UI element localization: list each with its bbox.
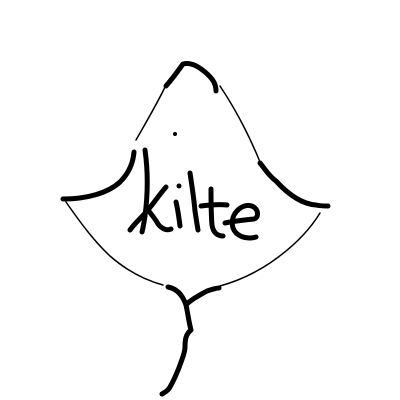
letter-i-dot bbox=[177, 184, 182, 189]
kite-small-dot bbox=[173, 132, 177, 136]
letter-t-bar bbox=[201, 205, 227, 206]
